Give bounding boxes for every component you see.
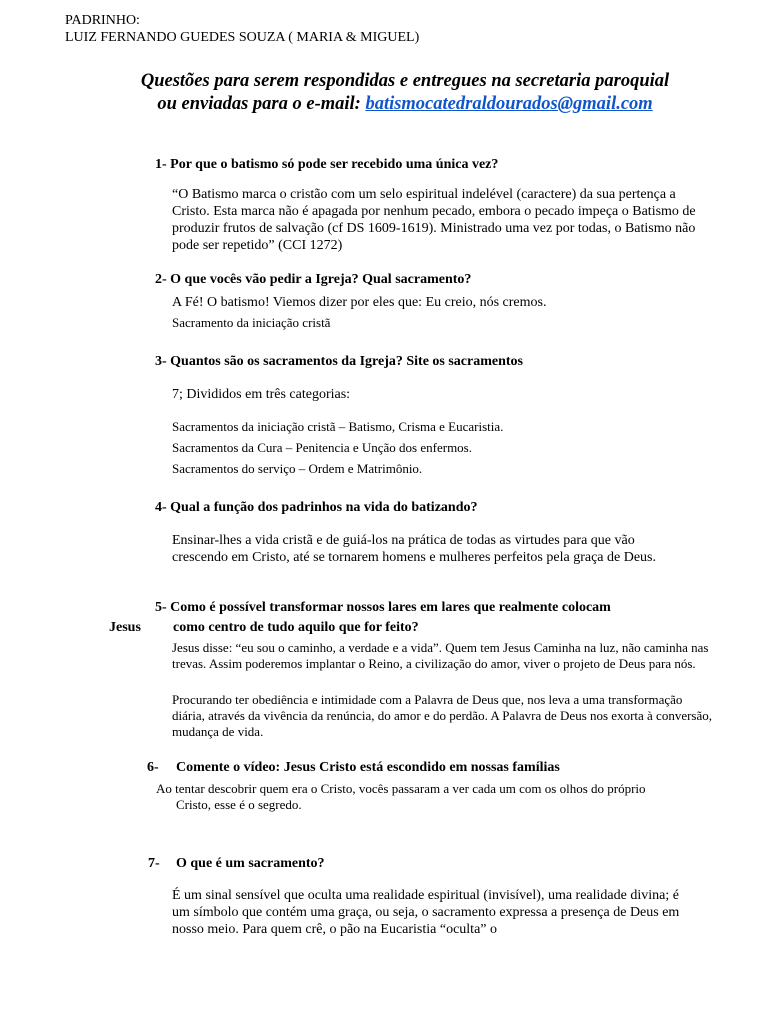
question-6: Comente o vídeo: Jesus Cristo está escondido em nossas famílias bbox=[176, 760, 560, 775]
question-5-line-1: 5- Como é possível transformar nossos lares em lares que realmente colocam bbox=[155, 600, 611, 615]
answer-3: 7; Divididos em três categorias: bbox=[172, 387, 351, 402]
question-5-line-2: como centro de tudo aquilo que for feito? bbox=[173, 620, 419, 635]
answer-1: “O Batismo marca o cristão com um selo espiritual indelével (caractere) da sua pertença a Cristo. Esta marca não é apagada por nenhum pecado, embora o pecado impeça o Batismo de produzir frutos de salvação (cf DS 1609-1619). Ministrado uma vez por todas, o Batismo não pode ser repetido” (CCI 1272) bbox=[172, 187, 696, 253]
answer-2-note: Sacramento da iniciação cristã bbox=[172, 315, 331, 330]
sacrament-category: Sacramentos do serviço – Ordem e Matrimônio. bbox=[172, 461, 423, 476]
answer-6: Ao tentar descobrir quem era o Cristo, vocês passaram a ver cada um com os olhos do próprio Cristo, esse é o segredo. bbox=[156, 781, 646, 812]
godfather-name: LUIZ FERNANDO GUEDES SOUZA ( MARIA & MIGUEL) bbox=[65, 30, 420, 45]
title-line-1: Questões para serem respondidas e entregues na secretaria paroquial bbox=[140, 71, 670, 91]
sacrament-category: Sacramentos da iniciação cristã – Batismo, Crisma e Eucaristia. bbox=[172, 419, 504, 434]
question-7-number: 7- bbox=[148, 856, 160, 871]
email-link[interactable]: batismocatedraldourados@gmail.com bbox=[365, 94, 653, 114]
title-line-2 bbox=[60, 93, 750, 115]
title-line-2-prefix: ou enviadas para o e-mail: bbox=[157, 94, 366, 114]
question-3: 3- Quantos são os sacramentos da Igreja? Site os sacramentos bbox=[155, 354, 523, 369]
question-6-number: 6- bbox=[147, 760, 159, 775]
sacrament-category: Sacramentos da Cura – Penitencia e Unção dos enfermos. bbox=[172, 440, 472, 455]
question-4: 4- Qual a função dos padrinhos na vida do batizando? bbox=[155, 500, 478, 515]
question-5-word: Jesus bbox=[109, 620, 141, 635]
answer-2: A Fé! O batismo! Viemos dizer por eles que: Eu creio, nós cremos. bbox=[172, 295, 547, 310]
answer-5-part-1: Jesus disse: “eu sou o caminho, a verdade e a vida”. Quem tem Jesus Caminha na luz, não caminha nas trevas. Assim poderemos implantar o Reino, a civilização do amor, viver o projeto de Deus para nós. bbox=[172, 640, 709, 671]
question-7: O que é um sacramento? bbox=[176, 856, 325, 871]
answer-5-part-2: Procurando ter obediência e intimidade com a Palavra de Deus que, nos leva a uma transformação diária, através da vivência da renúncia, do amor e do perdão. A Palavra de Deus nos exorta à conversão, mudança de vida. bbox=[172, 692, 713, 739]
question-2: 2- O que vocês vão pedir a Igreja? Qual sacramento? bbox=[155, 272, 472, 287]
answer-7: É um sinal sensível que oculta uma realidade espiritual (invisível), uma realidade divina; é um símbolo que contém uma graça, ou seja, o sacramento expressa a presença de Deus em nosso meio. Para quem crê, o pão na Eucaristia “oculta” o bbox=[172, 888, 680, 937]
question-1: 1- Por que o batismo só pode ser recebido uma única vez? bbox=[155, 157, 499, 172]
godfather-label: PADRINHO: bbox=[65, 13, 140, 28]
answer-4: Ensinar-lhes a vida cristã e de guiá-los na prática de todas as virtudes para que vão crescendo em Cristo, até se tornarem homens e mulheres perfeitos pela graça de Deus. bbox=[172, 533, 656, 565]
